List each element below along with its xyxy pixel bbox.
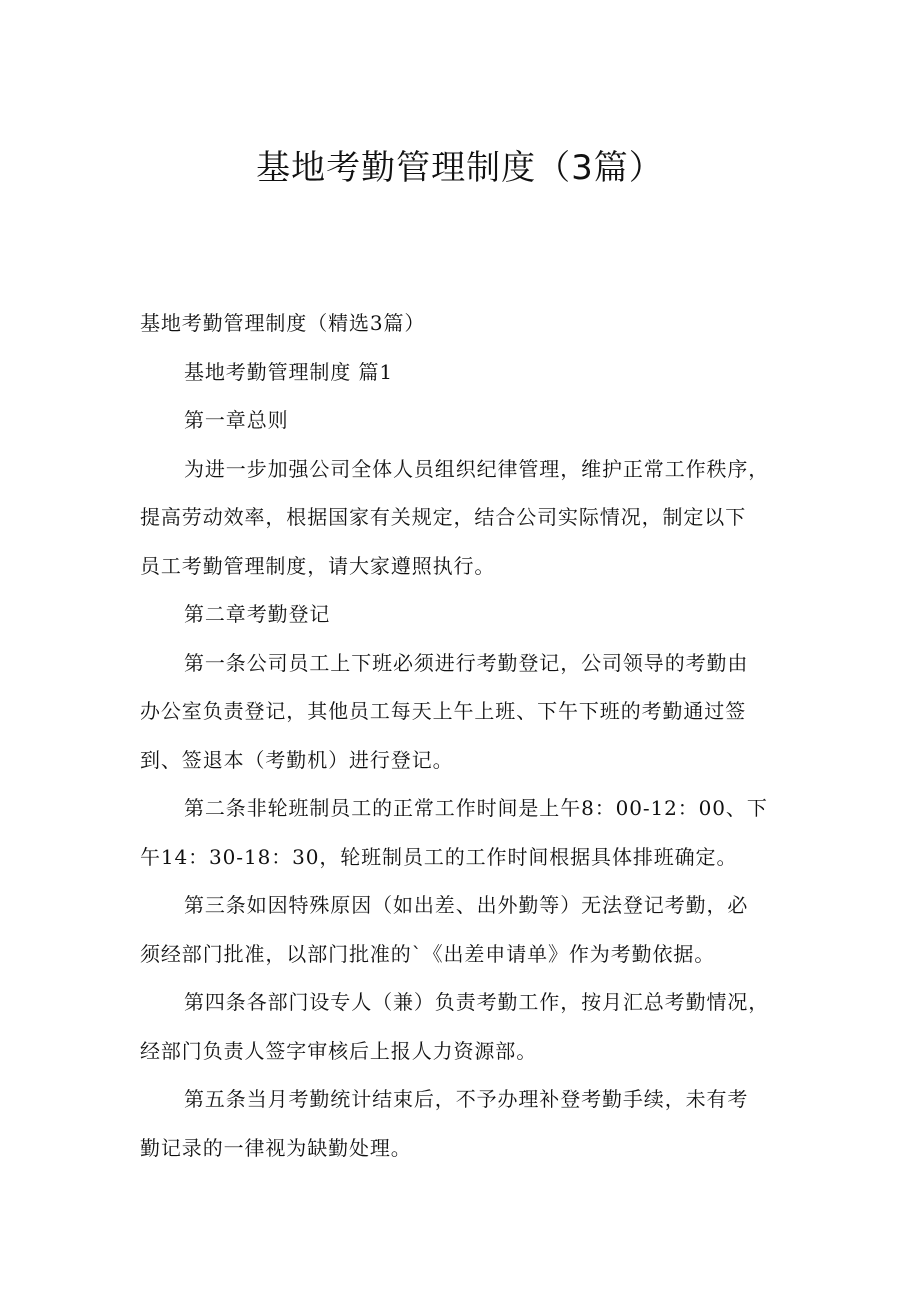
section-heading-part-1 <box>140 348 780 397</box>
paragraph-line: 第一章总则 <box>184 408 289 432</box>
paragraph-line: 午14：30-18：30，轮班制员工的工作时间根据具体排班确定。 <box>140 844 738 869</box>
article-5 <box>140 1075 780 1172</box>
paragraph-line: 勤记录的一律视为缺勤处理。 <box>140 1135 412 1160</box>
paragraph-line: 第五条当月考勤统计结束后，不予办理补登考勤手续，未有考 <box>184 1087 749 1111</box>
article-2 <box>140 784 780 881</box>
article-1 <box>140 639 780 785</box>
paragraph-line: 为进一步加强公司全体人员组织纪律管理，维护正常工作秩序， <box>184 456 770 481</box>
chapter-heading-general <box>140 396 780 445</box>
document-body <box>140 299 780 1172</box>
paragraph-line: 提高劳动效率，根据国家有关规定，结合公司实际情况，制定以下 <box>140 505 747 529</box>
paragraph-line: 第一条公司员工上下班必须进行考勤登记，公司领导的考勤由 <box>184 650 749 675</box>
paragraph-line: 须经部门批准，以部门批准的`《出差申请单》作为考勤依据。 <box>140 941 716 966</box>
paragraph-purpose <box>140 445 780 591</box>
paragraph-line: 员工考勤管理制度，请大家遵照执行。 <box>140 553 496 578</box>
document-subtitle: 基地考勤管理制度（精选3篇） <box>140 311 426 335</box>
paragraph-line: 办公室负责登记，其他员工每天上午上班、下午下班的考勤通过签 <box>140 699 747 723</box>
article-3 <box>140 881 780 978</box>
paragraph-line: 第二章考勤登记 <box>184 602 331 626</box>
chapter-heading-registration <box>140 590 780 639</box>
paragraph-line: 第二条非轮班制员工的正常工作时间是上午8：00-12：00、下 <box>184 796 768 820</box>
document-title: 基地考勤管理制度（3篇） <box>256 148 664 188</box>
paragraph-line: 第四条各部门设专人（兼）负责考勤工作，按月汇总考勤情况， <box>184 990 770 1014</box>
paragraph-line: 基地考勤管理制度 篇1 <box>184 359 393 384</box>
paragraph-line: 到、签退本（考勤机）进行登记。 <box>140 747 454 772</box>
paragraph-line: 经部门负责人签字审核后上报人力资源部。 <box>140 1038 538 1063</box>
article-4 <box>140 978 780 1075</box>
paragraph-line: 第三条如因特殊原因（如出差、出外勤等）无法登记考勤，必 <box>184 893 749 917</box>
